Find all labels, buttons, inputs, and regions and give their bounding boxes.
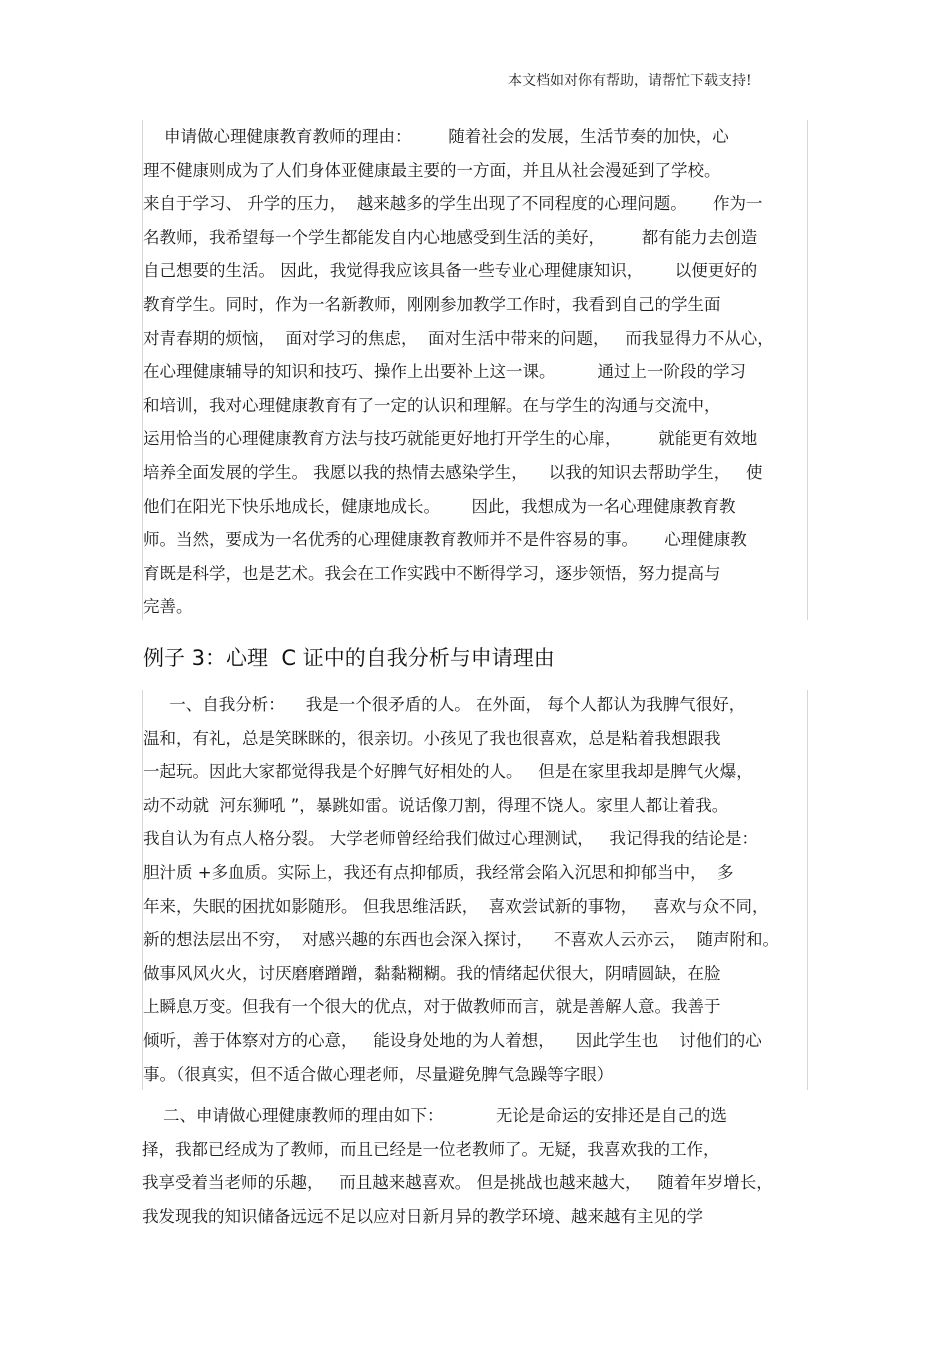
text-line: 师。当然，要成为一名优秀的心理健康教育教师并不是件容易的事。 心理健康教	[143, 530, 747, 550]
text-line: 教育学生。同时，作为一名新教师，刚刚参加教学工作时，我看到自己的学生面	[143, 295, 721, 314]
text-line: 择，我都已经成为了教师，而且已经是一位老教师了。无疑，我喜欢我的工作，	[142, 1139, 720, 1159]
text-line: 和培训，我对心理健康教育有了一定的认识和理解。在与学生的沟通与交流中，	[143, 395, 721, 415]
text-line: 在心理健康辅导的知识和技巧、操作上出要补上这一课。 通过上一阶段的学习	[143, 362, 746, 382]
text-line: 做事风风火火，讨厌磨磨蹭蹭，黏黏糊糊。我的情绪起伏很大，阴晴圆缺，在脸	[143, 963, 721, 983]
text-line: 倾听，善于体察对方的心意， 能设身处地的为人着想， 因此学生也 讨他们的心	[143, 1031, 762, 1050]
text-line: 年来，失眠的困扰如影随形。 但我思维活跃， 喜欢尝试新的事物， 喜欢与众不同，	[143, 896, 769, 916]
text-line: 一、自我分析： 我是一个很矛盾的人。 在外面， 每个人都认为我脾气很好，	[143, 695, 746, 714]
text-line: 自己想要的生活。 因此，我觉得我应该具备一些专业心理健康知识， 以便更好的	[143, 261, 758, 281]
text-line: 二、申请做心理健康教师的理由如下： 无论是命运的安排还是自己的选	[142, 1106, 727, 1125]
header-note: 本文档如对你有帮助，请帮忙下载支持!	[508, 73, 752, 89]
text-line: 理不健康则成为了人们身体亚健康最主要的一方面，并且从社会漫延到了学校。	[143, 160, 721, 180]
text-line: 胆汁质 +多血质。实际上，我还有点抑郁质，我经常会陷入沉思和抑郁当中， 多	[143, 863, 734, 882]
text-line: 我自认为有点人格分裂。 大学老师曾经给我们做过心理测试， 我记得我的结论是：	[143, 829, 758, 849]
text-line: 我享受着当老师的乐趣， 而且越来越喜欢。 但是挑战也越来越大， 随着年岁增长，	[142, 1173, 773, 1193]
text-line: 完善。	[143, 597, 193, 617]
text-line: 育既是科学，也是艺术。我会在工作实践中不断得学习，逐步领悟，努力提高与	[143, 563, 721, 583]
text-line: 名教师，我希望每一个学生都能发自内心地感受到生活的美好， 都有能力去创造	[143, 227, 758, 247]
text-line: 来自于学习、 升学的压力， 越来越多的学生出现了不同程度的心理问题。 作为一	[143, 194, 763, 214]
text-line: 事。（很真实，但不适合做心理老师，尽量避免脾气急躁等字眼）	[143, 1064, 614, 1084]
paragraph-teacher-reason	[142, 1100, 806, 1230]
text-line: 我发现我的知识储备远远不足以应对日新月异的教学环境、越来越有主见的学	[142, 1206, 703, 1226]
text-line: 上瞬息万变。但我有一个很大的优点，对于做教师而言，就是善解人意。我善于	[143, 997, 721, 1017]
paragraph-self-analysis	[142, 690, 808, 1090]
text-line: 新的想法层出不穷， 对感兴趣的东西也会深入探讨， 不喜欢人云亦云， 随声附和。	[143, 930, 779, 950]
text-line: 培养全面发展的学生。 我愿以我的热情去感染学生， 以我的知识去帮助学生， 使	[143, 463, 763, 482]
text-line: 动不动就 河东狮吼 ”，暴跳如雷。说话像刀割，得理不饶人。家里人都让着我。	[143, 795, 729, 815]
text-line: 一起玩。因此大家都觉得我是个好脾气好相处的人。 但是在家里我却是脾气火爆，	[143, 762, 753, 782]
text-line: 温和，有礼，总是笑眯眯的，很亲切。小孩见了我也很喜欢，总是粘着我想跟我	[143, 728, 721, 748]
text-line: 申请做心理健康教育教师的理由： 随着社会的发展，生活节奏的加快，心	[143, 127, 729, 146]
text-line: 运用恰当的心理健康教育方法与技巧就能更好地打开学生的心扉， 就能更有效地	[143, 429, 758, 449]
section-heading: 例子 3：心理 C 证中的自我分析与申请理由	[143, 646, 555, 670]
text-line: 他们在阳光下快乐地成长，健康地成长。 因此，我想成为一名心理健康教育教	[143, 496, 736, 516]
text-line: 对青春期的烦恼， 面对学习的焦虑， 面对生活中带来的问题， 而我显得力不从心，	[143, 328, 774, 348]
paragraph-application-reason	[142, 120, 808, 620]
